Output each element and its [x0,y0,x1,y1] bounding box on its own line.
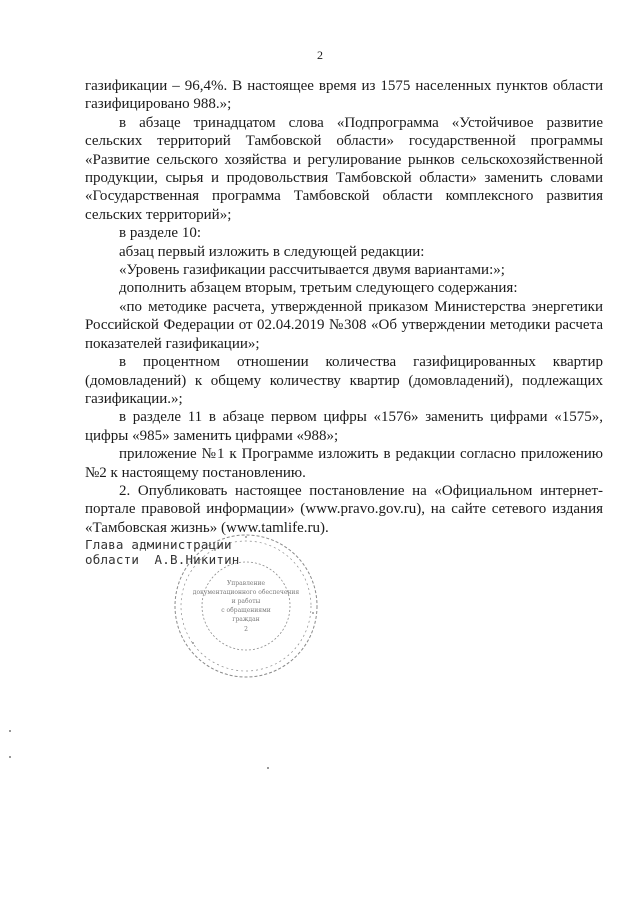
document-body [85,77,603,537]
signature-name: А.В.Никитин [154,552,240,567]
scan-speck [267,767,269,769]
signature-block [85,537,240,567]
paragraph-gasification-level: газификации – 96,4%. В настоящее время из 1575 населенных пунктов области газифицировано 988.»; [85,78,603,113]
seal-text-line1: Управление [226,580,266,587]
scan-speck [9,756,11,758]
page-number: 2 [317,48,323,62]
paragraph-section-10: в разделе 10: [119,225,201,242]
paragraph-percentage: в процентном отношении количества газифицированных квартир (домовладений) к общему количеству квартир (домовладений), подлежащих газификации.»; [85,354,603,407]
seal-text-line6: 2 [244,626,248,633]
paragraph-methodology: «по методике расчета, утвержденной приказом Министерства энергетики Российской Федерации от 02.04.2019 №308 «Об утверждении методики расчета показателей газификации»; [85,298,603,352]
scan-speck [9,730,11,732]
seal-text-line3: и работы [231,598,261,605]
paragraph-first-clause: абзац первый изложить в следующей редакции: [119,243,425,260]
seal-text-line5: граждан [232,616,260,623]
signature-title: Глава администрации [85,537,232,552]
paragraph-thirteenth-clause: в абзаце тринадцатом слова «Подпрограмма «Устойчивое развитие сельских территорий Тамбовской области» государственной программы «Развитие сельского хозяйства и регулирование рынков сельскохозяйственной продукции, сырья и продовольствия Тамбовской области» заменить словами «Государственная программа Тамбовской области комплексного развития сельских территорий»; [85,114,603,223]
paragraph-section-11: в разделе 11 в абзаце первом цифры «1576» заменить цифрами «1575», цифры «985» заменить цифрами «988»; [85,409,603,444]
seal-text-line2: документационного обеспечения [192,589,300,596]
paragraph-add-clauses: дополнить абзацем вторым, третьим следующего содержания: [119,280,518,297]
paragraph-publication: 2. Опубликовать настоящее постановление на «Официальном интернет-портале правовой информации» (www.pravo.gov.ru), на сайте сетевого издания «Тамбовская жизнь» (www.tamlife.ru). [85,482,603,536]
paragraph-appendix: приложение №1 к Программе изложить в редакции согласно приложению №2 к настоящему постановлению. [85,446,603,481]
signature-region: области [85,552,140,567]
paragraph-gasification-variants: «Уровень газификации рассчитывается двумя вариантами:»; [119,262,505,279]
signature-name-line [85,552,240,567]
seal-text-line4: с обращениями [221,607,271,614]
